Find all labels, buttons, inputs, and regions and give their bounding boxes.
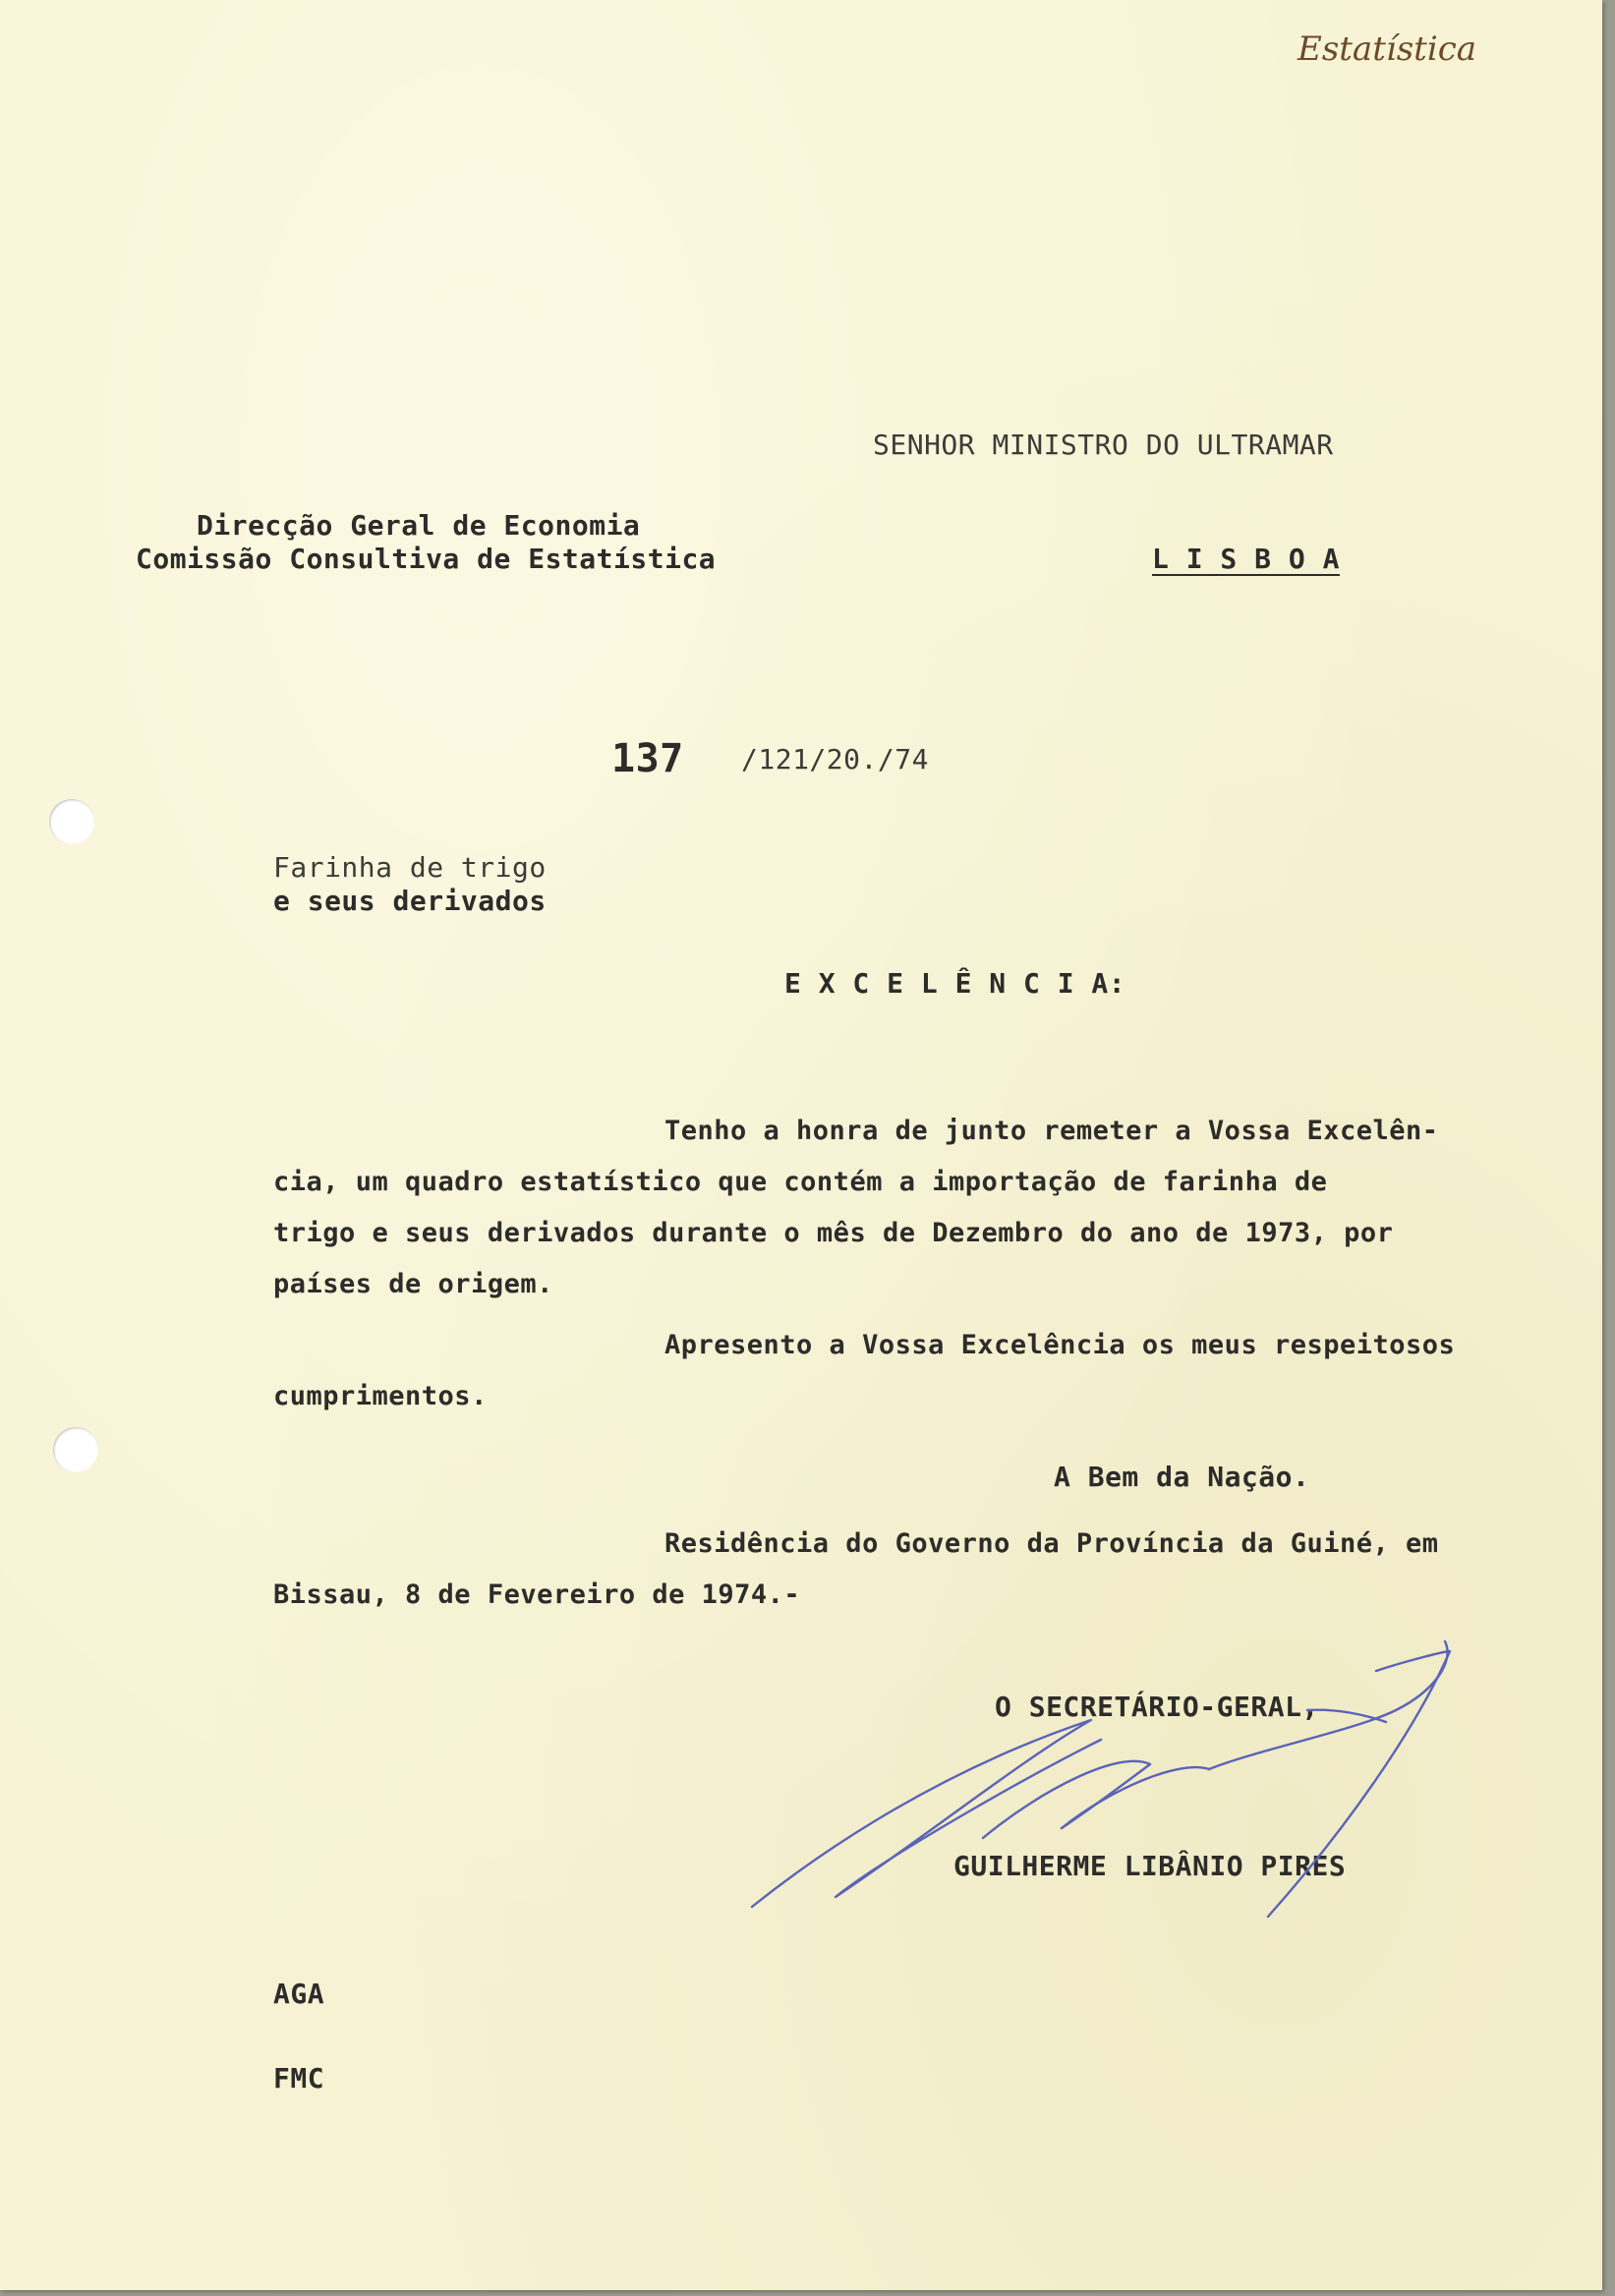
body-p1-line-1: Tenho a honra de junto remeter a Vossa Excelên- (664, 1116, 1439, 1146)
signatory-name: GUILHERME LIBÂNIO PIRES (953, 1850, 1347, 1882)
reference-number: 137 (611, 736, 684, 781)
signatory-title: O SECRETÁRIO-GERAL, (995, 1691, 1319, 1723)
handwritten-annotation: Estatística (1298, 29, 1477, 69)
salutation: E X C E L Ê N C I A: (784, 967, 1126, 1000)
punch-hole-top (49, 799, 94, 844)
body-p2-line-1: Apresento a Vossa Excelência os meus respeitosos (664, 1330, 1456, 1360)
footer-initials-2: FMC (273, 2062, 325, 2095)
sender-line-1: Direcção Geral de Economia (197, 509, 641, 542)
body-p1-line-2: cia, um quadro estatístico que contém a importação de farinha de (273, 1167, 1328, 1197)
addressee-line: SENHOR MINISTRO DO ULTRAMAR (873, 429, 1334, 461)
subject-line-2: e seus derivados (273, 885, 547, 917)
body-p2-line-2: cumprimentos. (273, 1381, 488, 1411)
closing-motto: A Bem da Nação. (1054, 1461, 1310, 1493)
subject-line-1: Farinha de trigo (273, 851, 547, 884)
body-p1-line-4: países de origem. (273, 1269, 553, 1299)
footer-initials-1: AGA (273, 1978, 325, 2010)
addressee-city: L I S B O A (1152, 543, 1340, 575)
reference-code: /121/20./74 (741, 743, 929, 775)
sender-line-2: Comissão Consultiva de Estatística (136, 543, 717, 575)
closing-place-line-2: Bissau, 8 de Fevereiro de 1974.- (273, 1579, 801, 1610)
body-p1-line-3: trigo e seus derivados durante o mês de Dezembro do ano de 1973, por (273, 1218, 1394, 1248)
punch-hole-bottom (53, 1427, 98, 1472)
closing-place-line-1: Residência do Governo da Província da Guiné, em (664, 1528, 1439, 1559)
